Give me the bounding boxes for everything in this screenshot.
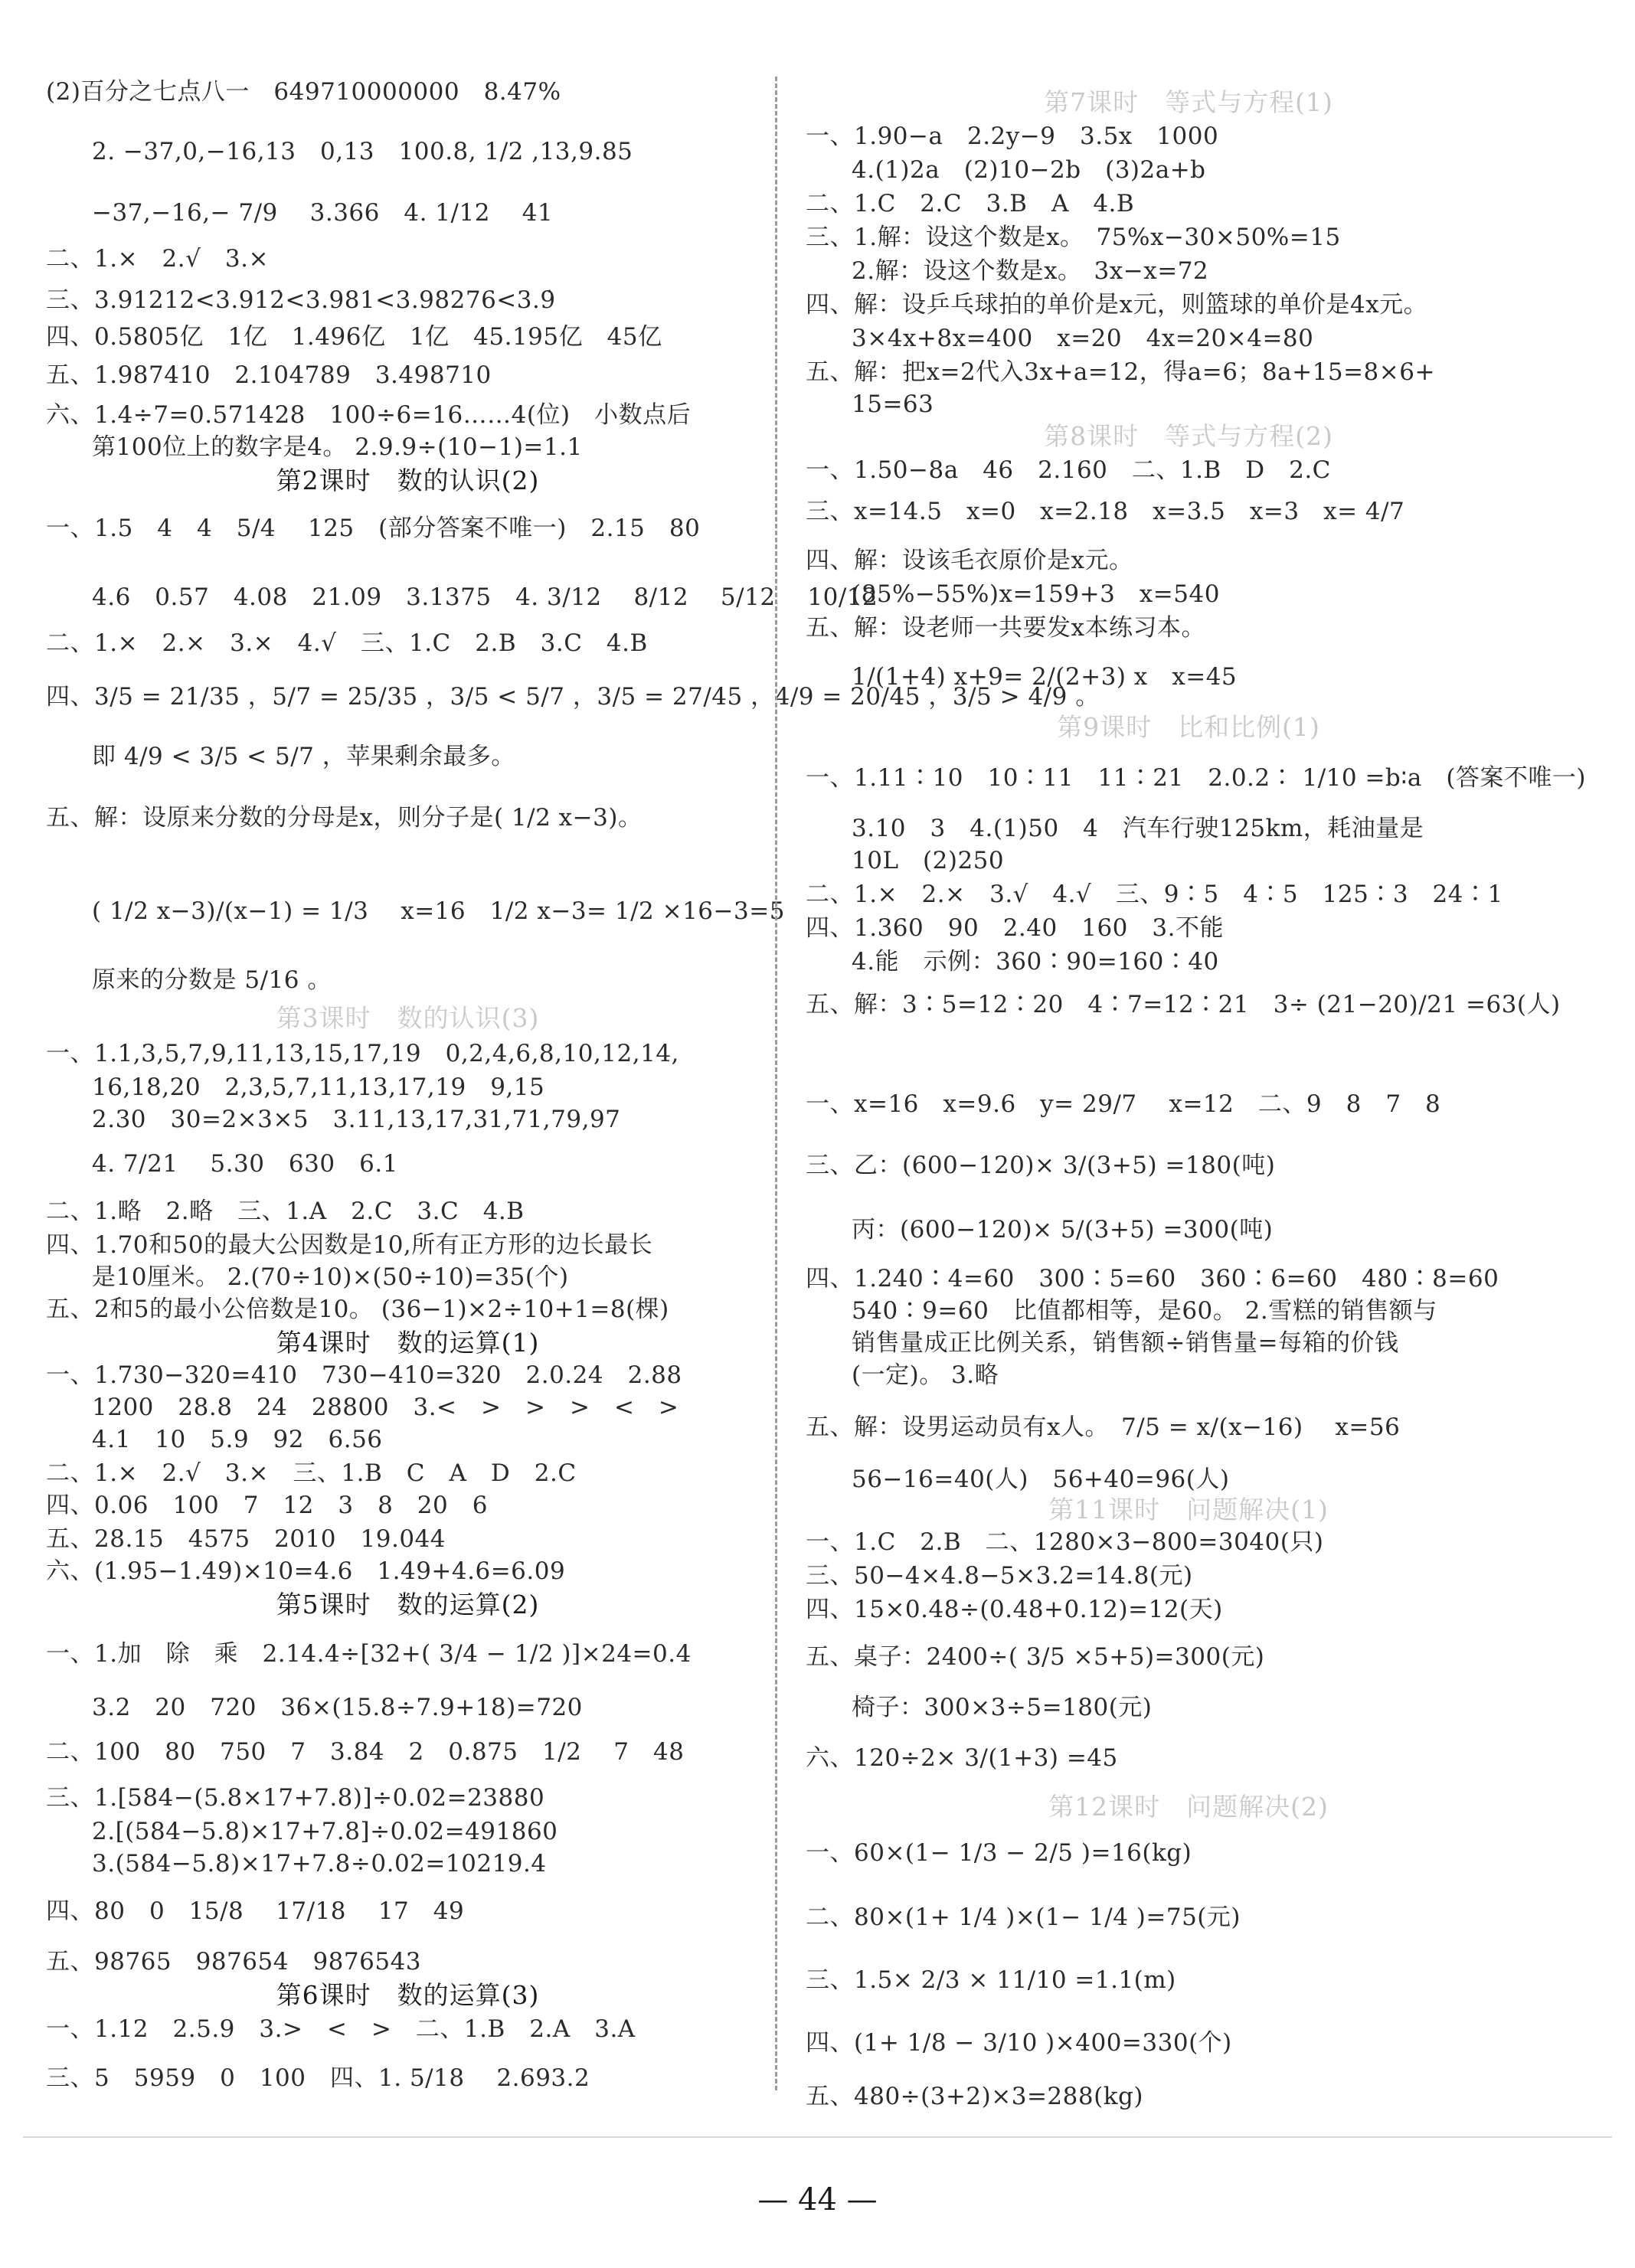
answer-line: 三、5 5959 0 100 四、1. 5/18 2.693.2 (46, 2064, 590, 2092)
answer-line: 1200 28.8 24 28800 3.< > > > < > (92, 1394, 679, 1421)
lesson-heading: 第6课时 数的运算(3) (276, 1980, 540, 2010)
answer-line: 二、1.× 2.√ 3.× 三、1.B C A D 2.C (46, 1459, 577, 1487)
answer-line: 4.(1)2a (2)10−2b (3)2a+b (852, 156, 1206, 184)
answer-line: 二、1.C 2.C 3.B A 4.B (806, 190, 1135, 217)
answer-line: 1/(1+4) x+9= 2/(2+3) x x=45 (852, 663, 1238, 691)
answer-line: 四、0.5805亿 1亿 1.496亿 1亿 45.195亿 45亿 (46, 323, 662, 351)
answer-line: 三、乙：(600−120)× 3/(3+5) =180(吨) (806, 1152, 1276, 1179)
answer-line: 4.1 10 5.9 92 6.56 (92, 1426, 383, 1453)
answer-line: 三、x=14.5 x=0 x=2.18 x=3.5 x=3 x= 4/7 (806, 498, 1405, 525)
lesson-heading: 第9课时 比和比例(1) (1057, 712, 1320, 742)
answer-line: 三、3.91212<3.912̇<3.981<3.98276<3.9̇ (46, 286, 556, 314)
answer-line: 4.能 示例：360∶90=160∶40 (852, 948, 1219, 976)
answer-line: 五、解：3∶5=12∶20 4∶7=12∶21 3÷ (21−20)/21 =63(人) (806, 991, 1561, 1018)
answer-line: (一定)。 3.略 (852, 1361, 999, 1389)
answer-line: 椅子：300×3÷5=180(元) (852, 1694, 1153, 1721)
answer-line: 4.6 0.57 4.08 21.09 3.1375 4. 3/12 8/12 5/12 10/12 (92, 583, 878, 611)
answer-line: 五、解：设男运动员有x人。 7/5 = x/(x−16) x=56 (806, 1413, 1401, 1441)
answer-line: 2.30 30=2×3×5 3.11,13,17,31,71,79,97 (92, 1106, 621, 1133)
answer-line: 一、1.5 4 4 5/4 125 (部分答案不唯一) 2.15 80 (46, 515, 701, 542)
answer-line: 16,18,20 2,3,5,7,11,13,17,19 9,15 (92, 1074, 545, 1101)
answer-line: 六、(1.95−1.49)×10=4.6 1.49+4.6=6.09 (46, 1557, 566, 1585)
answer-line: 三、1.[584−(5.8×17+7.8)]÷0.02=23880 (46, 1784, 545, 1812)
answer-line: 第100位上的数字是4。 2.9.9÷(10−1)=1.1 (92, 433, 583, 461)
answer-line: 即 4/9 < 3/5 < 5/7 ，苹果剩余最多。 (92, 743, 515, 770)
lesson-heading: 第4课时 数的运算(1) (276, 1328, 540, 1358)
lesson-heading: 第7课时 等式与方程(1) (1044, 87, 1333, 117)
answer-line: 五、98765 987654 9876543 (46, 1948, 422, 1976)
answer-line: 2.[(584−5.8)×17+7.8]÷0.02=491860 (92, 1818, 558, 1845)
answer-line: 五、480÷(3+2)×3=288(kg) (806, 2083, 1143, 2110)
answer-line: 五、解：设原来分数的分母是x，则分子是( 1/2 x−3)。 (46, 804, 643, 832)
answer-line: 3.2 20 720 36×(15.8÷7.9+18)=720 (92, 1694, 583, 1721)
footer-rule (23, 2136, 1612, 2138)
answer-line: 四、解：设乒乓球拍的单价是x元，则篮球的单价是4x元。 (806, 291, 1428, 319)
answer-line: 56−16=40(人) 56+40=96(人) (852, 1466, 1230, 1493)
answer-line: 三、1.5× 2/3 × 11/10 =1.1(m) (806, 1966, 1176, 1994)
page-number: — 44 — (757, 2182, 878, 2217)
answer-line: (85%−55%)x=159+3 x=540 (852, 580, 1220, 608)
answer-line: 销售量成正比例关系，销售额÷销售量=每箱的价钱 (852, 1329, 1399, 1357)
answer-line: 五、解：把x=2代入3x+a=12，得a=6；8a+15=8×6+ (806, 358, 1435, 386)
answer-line: 一、1.加 除 乘 2.14.4÷[32+( 3/4 − 1/2 )]×24=0.4 (46, 1640, 692, 1668)
answer-line: 一、1.730−320=410 730−410=320 2.0.24 2.88 (46, 1361, 682, 1389)
lesson-heading: 第12课时 问题解决(2) (1048, 1792, 1329, 1822)
answer-line: 四、3/5 = 21/35 ，5/7 = 25/35 ，3/5 < 5/7 ，3/5 = 27/45 ，4/9 = 20/45 ，3/5 > 4/9 。 (46, 683, 1100, 711)
answer-line: 四、1.240∶4=60 300∶5=60 360∶6=60 480∶8=60 (806, 1265, 1499, 1292)
answer-line: 4. 7/21 5.30 630 6.1 (92, 1150, 398, 1178)
answer-line: 丙：(600−120)× 5/(3+5) =300(吨) (852, 1216, 1274, 1243)
answer-line: (2)百分之七点八一 649710000000 8.47% (46, 78, 561, 106)
answer-line: 一、1.1,3,5,7,9,11,13,15,17,19 0,2,4,6,8,10,12,14, (46, 1040, 679, 1067)
answer-line: 五、2和5的最小公倍数是10。 (36−1)×2÷10+1=8(棵) (46, 1296, 669, 1323)
answer-line: 3×4x+8x=400 x=20 4x=20×4=80 (852, 325, 1314, 352)
answer-line: 五、28.15 4575 2010 19.044 (46, 1525, 446, 1553)
answer-line: 是10厘米。 2.(70÷10)×(50÷10)=35(个) (92, 1263, 569, 1291)
answer-line: 四、(1+ 1/8 − 3/10 )×400=330(个) (806, 2029, 1232, 2057)
answer-line: 一、1.90−a 2.2y−9 3.5x 1000 (806, 123, 1219, 150)
answer-line: 15=63 (852, 391, 934, 418)
answer-line: 四、0.06 100 7 12 3 8 20 6 (46, 1492, 488, 1519)
answer-line: 四、解：设该毛衣原价是x元。 (806, 547, 1133, 574)
answer-line: 四、15×0.48÷(0.48+0.12)=12(天) (806, 1596, 1223, 1623)
answer-line: 2. −37,0,−16,13 0,13 100.8, 1/2 ,13,9.85 (92, 138, 633, 165)
answer-line: 二、80×(1+ 1/4 )×(1− 1/4 )=75(元) (806, 1904, 1241, 1931)
answer-line: 二、1.略 2.略 三、1.A 2.C 3.C 4.B (46, 1198, 525, 1225)
lesson-heading: 第8课时 等式与方程(2) (1044, 421, 1333, 451)
answer-line: 一、1.50−8a 46 2.160 二、1.B D 2.C (806, 456, 1331, 484)
answer-line: ( 1/2 x−3)/(x−1) = 1/3 x=16 1/2 x−3= 1/2 ×16−3=5 (92, 897, 785, 925)
answer-line: 四、80 0 15/8 17/18 17 49 (46, 1897, 465, 1925)
answer-line: 三、50−4×4.8−5×3.2=14.8(元) (806, 1562, 1193, 1590)
answer-line: 一、1.11∶10 10∶11 11∶21 2.0.2∶ 1/10 =b∶a (答案不唯一) (806, 764, 1587, 792)
answer-line: 二、100 80 750 7 3.84 2 0.875 1/2 7 48 (46, 1738, 685, 1766)
answer-line: 二、1.× 2.× 3.× 4.√ 三、1.C 2.B 3.C 4.B (46, 629, 648, 657)
answer-line: 一、60×(1− 1/3 − 2/5 )=16(kg) (806, 1839, 1192, 1867)
lesson-heading: 第3课时 数的认识(3) (276, 1003, 540, 1033)
answer-line: 五、解：设老师一共要发x本练习本。 (806, 614, 1205, 642)
answer-line: 六、1.4÷7=0.571428 100÷6=16……4(位) 小数点后 (46, 401, 692, 429)
answer-line: 六、120÷2× 3/(1+3) =45 (806, 1744, 1118, 1772)
answer-line: 五、桌子：2400÷( 3/5 ×5+5)=300(元) (806, 1643, 1265, 1671)
answer-line: 五、1.987410 2.104789 3.498710 (46, 361, 492, 389)
lesson-heading: 第5课时 数的运算(2) (276, 1590, 540, 1619)
answer-line: −37,−16,− 7/9 3.366 4. 1/12 41 (92, 199, 554, 227)
answer-line: 二、1.× 2.× 3.√ 4.√ 三、9∶5 4∶5 125∶3 24∶1 (806, 881, 1503, 908)
answer-line: 一、1.12 2.5.9 3.> < > 二、1.B 2.A 3.A (46, 2015, 636, 2043)
answer-line: 原来的分数是 5/16 。 (92, 966, 332, 994)
answer-line: 二、1.× 2.√ 3.× (46, 245, 269, 273)
lesson-heading: 第2课时 数的认识(2) (276, 466, 540, 495)
lesson-heading: 第11课时 问题解决(1) (1048, 1495, 1329, 1525)
answer-line: 3.10 3 4.(1)50 4 汽车行驶125km，耗油量是 (852, 815, 1424, 842)
answer-line: 四、1.70和50的最大公因数是10,所有正方形的边长最长 (46, 1231, 653, 1259)
answer-line: 3.(584−5.8)×17+7.8÷0.02=10219.4 (92, 1850, 547, 1877)
answer-line: 2.解：设这个数是x。 3x−x=72 (852, 257, 1209, 285)
answer-line: 540∶9=60 比值都相等，是60。 2.雪糕的销售额与 (852, 1297, 1437, 1325)
answer-line: 一、1.C 2.B 二、1280×3−800=3040(只) (806, 1528, 1324, 1556)
answer-line: 10L (2)250 (852, 847, 1005, 874)
answer-line: 三、1.解：设这个数是x。 75%x−30×50%=15 (806, 224, 1341, 251)
answer-line: 四、1.360 90 2.40 160 3.不能 (806, 914, 1224, 942)
column-divider (775, 77, 777, 2090)
answer-line: 一、x=16 x=9.6 y= 29/7 x=12 二、9 8 7 8 (806, 1090, 1441, 1118)
